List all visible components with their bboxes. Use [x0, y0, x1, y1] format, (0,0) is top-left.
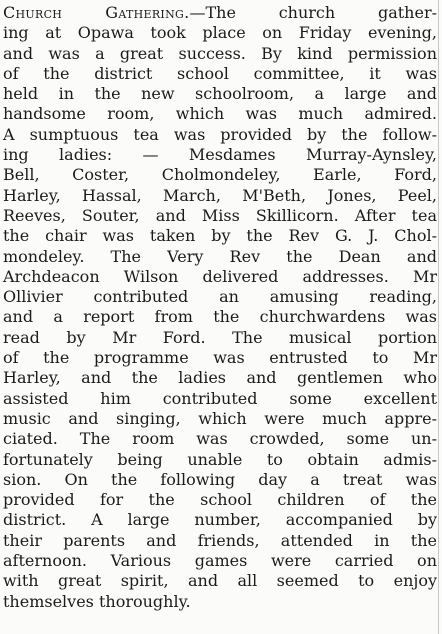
- article-line: Bell, Coster, Cholmondeley, Earle, Ford,: [3, 165, 437, 185]
- article-line: A sumptuous tea was provided by the follow-: [3, 124, 437, 144]
- article-line: district. A large number, accompanied by: [3, 510, 437, 530]
- article-line: ing ladies: — Mesdames Murray-Aynsley,: [3, 145, 437, 165]
- article-line: the chair was taken by the Rev G. J. Chol-: [3, 226, 437, 246]
- article-line: sion. On the following day a treat was: [3, 469, 437, 489]
- article-line: assisted him contributed some excellent: [3, 388, 437, 408]
- article-body: [3, 3, 437, 612]
- article-line: read by Mr Ford. The musical portion: [3, 327, 437, 347]
- article-line: afternoon. Various games were carried on: [3, 551, 437, 571]
- article-line: with great spirit, and all seemed to enjoy: [3, 571, 437, 591]
- article-line: handsome room, which was much admired.: [3, 104, 437, 124]
- column-rule: [438, 0, 439, 634]
- article-line: themselves thoroughly.: [3, 591, 191, 611]
- article-line: Harley, Hassal, March, M'Beth, Jones, Peel,: [3, 185, 437, 205]
- article-line: Harley, and the ladies and gentlemen who: [3, 368, 437, 388]
- article-line: held in the new schoolroom, a large and: [3, 84, 437, 104]
- article-line: fortunately being unable to obtain admis-: [3, 449, 437, 469]
- article-line: and a report from the churchwardens was: [3, 307, 437, 327]
- article-line: mondeley. The Very Rev the Dean and: [3, 246, 437, 266]
- article-line: provided for the school children of the: [3, 490, 437, 510]
- article-line: Archdeacon Wilson delivered addresses. Mr: [3, 266, 437, 286]
- article-line: of the district school committee, it was: [3, 63, 437, 83]
- article-line: ciated. The room was crowded, some un-: [3, 429, 437, 449]
- article-line: of the programme was entrusted to Mr: [3, 348, 437, 368]
- article-heading: Church Gathering.: [3, 3, 190, 22]
- article-line: music and singing, which were much appre-: [3, 408, 437, 428]
- article-line: ing at Opawa took place on Friday evening,: [3, 23, 437, 43]
- article-line: and was a great success. By kind permission: [3, 43, 437, 63]
- article-line: Ollivier contributed an amusing reading,: [3, 287, 437, 307]
- article-line: [3, 3, 437, 23]
- article-line: their parents and friends, attended in the: [3, 530, 437, 550]
- article-line: Reeves, Souter, and Miss Skillicorn. After tea: [3, 205, 437, 225]
- article-line-text: —The church gather-: [189, 3, 437, 22]
